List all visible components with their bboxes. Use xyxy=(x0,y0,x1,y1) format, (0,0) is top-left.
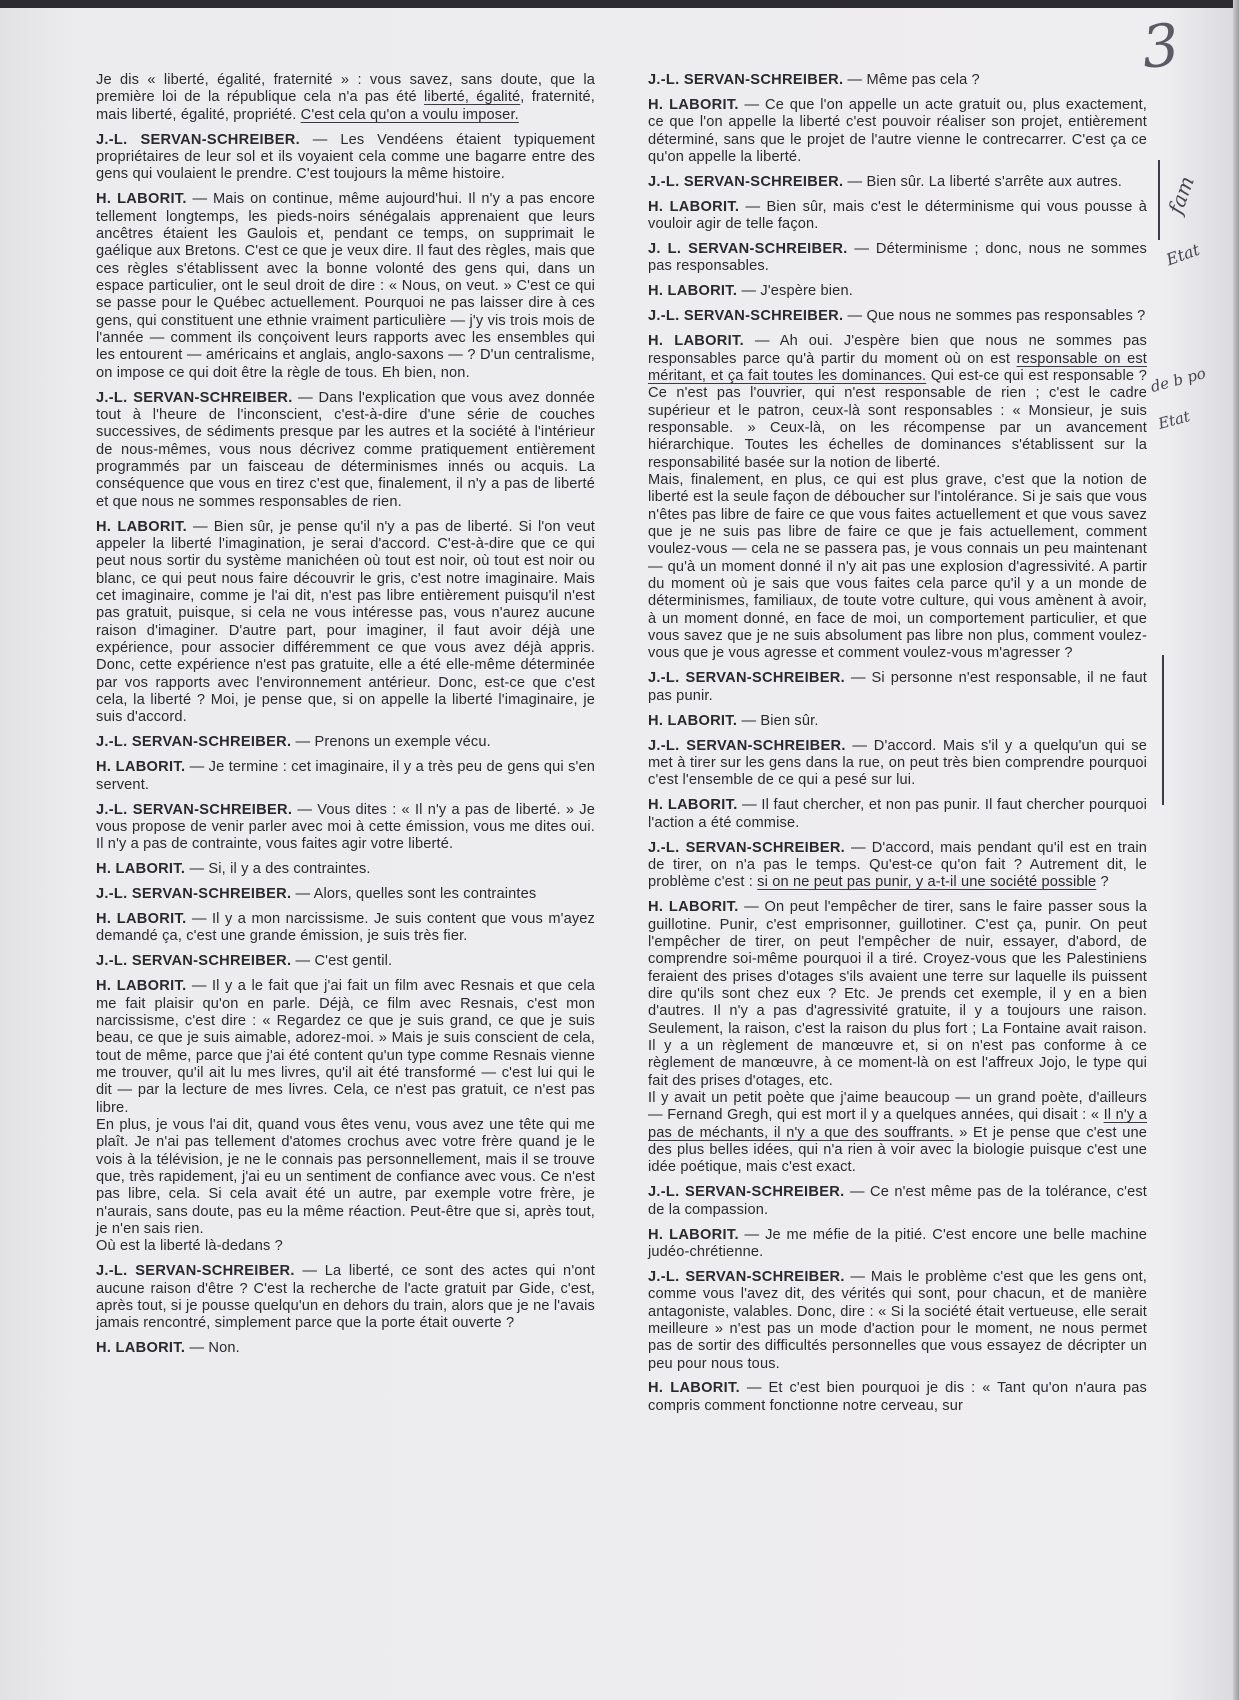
paragraph xyxy=(96,1238,595,1255)
paragraph-text: — Même pas cela ? xyxy=(843,72,980,88)
speaker-name: J.-L. SERVAN-SCHREIBER. xyxy=(96,389,293,406)
speaker-name: H. LABORIT. xyxy=(96,1340,186,1357)
speaker-name: H. LABORIT. xyxy=(648,899,739,916)
paragraph xyxy=(648,713,1147,730)
speaker-name: H. LABORIT. xyxy=(648,1226,739,1243)
paragraph-text: — Prenons un exemple vécu. xyxy=(291,734,491,751)
speaker-name: J.-L. SERVAN-SCHREIBER. xyxy=(648,1184,845,1201)
paragraph xyxy=(648,797,1147,832)
paragraph xyxy=(648,72,1147,89)
paragraph-text: En plus, je vous l'ai dit, quand vous êtes venu, vous avez une tête qui me plaît. Je n'ai pas tellement d'atomes crochus avec votre frère quand je le vois à la télévision, je ne le connais pas personnellement, mais il se trouve que, très rapidement, j'ai eu un sentiment de confiance avec vous. Ce n'est pas libre, cela. Si cela avait été un autre, par exemple votre frère, je n'aurais, sans doute, pas eu la même réaction. Peut-être que si, après tout, je n'en sais rien. xyxy=(96,1117,595,1238)
paragraph-text: » Et je pense que c'est une des plus belles idées, qui n'a rien à voir avec la biologie puisque c'est une idée poétique, mais c'est exact. xyxy=(648,1124,1148,1176)
paragraph xyxy=(648,308,1147,325)
paragraph-text: — D'accord, mais pendant qu'il est en train de tirer, on n'a pas le temps. Qu'est-ce qu'on fait ? Autrement dit, le problème c'est : xyxy=(648,839,1147,891)
speaker-name: J.-L. SERVAN-SCHREIBER. xyxy=(648,1268,845,1285)
speaker-name: H. LABORIT. xyxy=(96,978,187,995)
speaker-name: J.-L. SERVAN-SCHREIBER. xyxy=(648,173,844,190)
margin-note-fam: fam xyxy=(1163,172,1199,218)
speaker-name: H. LABORIT. xyxy=(648,283,738,300)
paragraph xyxy=(96,390,595,511)
paragraph-text: — Bien sûr, je pense qu'il n'y a pas de liberté. Si l'on veut appeler la liberté l'imagination, je serai d'accord. C'est-à-dire que ce qui peut nous sortir du système manichéen où tout est noir, où tout est noir ou blanc, ce qui peut nous faire découvrir le gris, c'est notre imaginaire. Mais cet imaginaire, comme je l'ai dit, n'est pas libre entièrement puisqu'il n'est pas gratuit, puisque, si cela ne vous intéresse pas, vous n'aurez aucune raison d'imaginer. D'autre part, pour imaginer, il faut avoir déjà une expérience, pour associer différemment ce que vous avez déjà appris. Donc, cette expérience n'est pas gratuite, elle a été elle-même déterminée par vos rapports avec l'environnement antérieur. Donc, est-ce que c'est cela, la liberté ? Moi, je pense que, si on appelle la liberté l'imaginaire, je suis d'accord. xyxy=(96,518,595,726)
paragraph-text: — Non. xyxy=(185,1340,240,1357)
speaker-name: H. LABORIT. xyxy=(648,797,738,814)
speaker-name: J.-L. SERVAN-SCHREIBER. xyxy=(648,670,845,687)
margin-bracket-line xyxy=(1158,160,1160,240)
paragraph xyxy=(648,199,1147,234)
paragraph-text: — Dans l'explication que vous avez donnée tout à l'heure de l'inconscient, c'est-à-dire d'une série de couches successives, de sédiments presque par les autres et la société à l'intérieur de nous-mêmes, vous nous décrivez comme pratiquement entièrement programmés par un faisceau de déterminismes innés ou acquis. La conséquence que vous en tirez c'est que, finalement, il n'y a pas de liberté et que nous ne sommes responsables de rien. xyxy=(96,389,596,510)
paragraph-text: — Il faut chercher, et non pas punir. Il faut chercher pourquoi l'action a été commise. xyxy=(648,797,1147,831)
paragraph-text: ? xyxy=(1096,874,1109,891)
paragraph xyxy=(96,519,595,727)
paragraph-text: , fraternité, mais liberté, égalité, propriété. xyxy=(96,89,595,123)
paragraph xyxy=(96,1263,595,1332)
speaker-name: J.-L. SERVAN-SCHREIBER. xyxy=(96,801,293,818)
margin-note-etat-2: Etat xyxy=(1156,407,1192,433)
paragraph-text: — Alors, quelles sont les contraintes xyxy=(291,886,537,903)
paragraph xyxy=(96,953,595,970)
paragraph-text: — Si, il y a des contraintes. xyxy=(185,861,371,878)
speaker-name: H. LABORIT. xyxy=(648,96,739,113)
paragraph-text: — Les Vendéens étaient typiquement propriétaires de leur sol et ils voyaient cela comme une bagarre entre des gens qui voulaient le prendre. C'est toujours la même histoire. xyxy=(96,131,596,183)
paragraph-text: — Ce n'est même pas de la tolérance, c'est de la compassion. xyxy=(648,1184,1147,1218)
paragraph-text: — Je termine : cet imaginaire, il y a très peu de gens qui s'en servent. xyxy=(96,759,595,793)
left-column xyxy=(96,72,595,1365)
margin-note-etat: Etat xyxy=(1163,239,1203,270)
paragraph xyxy=(96,861,595,878)
paragraph xyxy=(648,1184,1147,1219)
paragraph-text: — J'espère bien. xyxy=(737,283,853,300)
paragraph xyxy=(96,759,595,794)
speaker-name: H. LABORIT. xyxy=(648,712,738,729)
paragraph xyxy=(96,72,595,124)
scan-edge-right xyxy=(1233,0,1239,1700)
margin-bar-right xyxy=(1162,655,1164,805)
paragraph xyxy=(96,1117,595,1238)
paragraph-text: Je dis « liberté, égalité, fraternité » : vous savez, sans doute, que la première loi de la république cela n'a pas été xyxy=(96,72,595,106)
underlined-text: C'est cela qu'on a voulu imposer. xyxy=(300,106,519,123)
speaker-name: J.-L. SERVAN-SCHREIBER. xyxy=(96,953,292,970)
paragraph-text: — Ah oui. J'espère bien que nous ne sommes pas responsables parce qu'à partir du moment où on est xyxy=(648,333,1147,367)
paragraph-text: — Bien sûr. xyxy=(737,712,819,729)
speaker-name: J.-L. SERVAN-SCHREIBER. xyxy=(648,737,846,754)
paragraph-text: — Mais le problème c'est que les gens ont, comme vous l'avez dit, des vérités qui sont, pour chacun, et de manière antagoniste, valables. Donc, dire : « Si la société était vertueuse, elle serait meilleure » n'est pas un mode d'action pour le moment, ne nous permet pas de sortir des difficultés personnelles que vous essayez de décripter un peu pour nous tous. xyxy=(648,1268,1148,1372)
speaker-name: J.-L. SERVAN-SCHREIBER. xyxy=(96,131,300,148)
underlined-text: liberté, égalité xyxy=(424,89,521,106)
paragraph-text: Il y avait un petit poète que j'aime beaucoup — un grand poète, d'ailleurs — Fernand Gregh, qui est mort il y a quelques années, qui disait : « xyxy=(648,1089,1147,1124)
paragraph xyxy=(648,1227,1147,1262)
paragraph xyxy=(648,1269,1147,1373)
paragraph-text: — Bien sûr, mais c'est le déterminisme qui vous pousse à vouloir agir de telle façon. xyxy=(648,198,1147,233)
paragraph-text: — Bien sûr. La liberté s'arrête aux autres. xyxy=(843,173,1122,190)
paragraph-text: Mais, finalement, en plus, ce qui est plus grave, c'est que la notion de liberté est la seule façon de déboucher sur l'intolérance. Si je sais que vous n'êtes pas libre de faire ce que vous faites actuellement et que vous savez que je ne suis pas libre de faire ce que je fais actuellement, comment voulez-vous — cela ne se passera pas, je vous connais un peu maintenant — qu'à un moment donné il n'y ait pas une explosion d'agressivité. A partir du moment où je sais que vous faites cela parce qu'il y a un monde de déterminismes, familiaux, de toute votre culture, qui vous amènent à avoir, à un moment donné, en face de moi, un comportement particulier, et que vous savez que je ne suis absolument pas libre non plus, comment voulez-vous que je vous agresse et comment voulez-vous m'agresser ? xyxy=(648,472,1147,662)
underlined-text: si on ne peut pas punir, y a-t-il une société possible xyxy=(757,874,1097,891)
underlined-text: responsable on est méritant, et ça fait toutes les dominances. xyxy=(648,350,1147,384)
paragraph-text: — Ce que l'on appelle un acte gratuit ou, plus exactement, ce que l'on appelle la liberté c'est pouvoir réaliser son projet, entièrement déterminé, sans que le projet de l'autre vienne le contrecarrer. C'est ça ce qu'on appelle la liberté. xyxy=(648,96,1147,165)
speaker-name: J.-L. SERVAN-SCHREIBER. xyxy=(648,72,844,88)
speaker-name: H. LABORIT. xyxy=(648,198,740,215)
paragraph xyxy=(96,191,595,382)
paragraph xyxy=(648,670,1147,705)
paragraph xyxy=(648,472,1147,663)
speaker-name: J.-L. SERVAN-SCHREIBER. xyxy=(96,886,292,903)
paragraph xyxy=(648,1380,1147,1415)
paragraph xyxy=(96,978,595,1117)
speaker-name: H. LABORIT. xyxy=(648,333,744,350)
paragraph-text: — Vous dites : « Il n'y a pas de liberté. » Je vous propose de venir parler avec moi à cette émission, vous me dites oui. Il n'y a pas de contrainte, vous faites agir votre liberté. xyxy=(96,801,595,853)
paragraph-text: — Je me méfie de la pitié. C'est encore une belle machine judéo-chrétienne. xyxy=(648,1226,1147,1260)
paragraph xyxy=(96,1340,595,1357)
speaker-name: H. LABORIT. xyxy=(96,861,186,878)
speaker-name: H. LABORIT. xyxy=(96,759,186,776)
paragraph xyxy=(648,174,1147,191)
paragraph-text: — Que nous ne sommes pas responsables ? xyxy=(843,308,1146,325)
speaker-name: J.-L. SERVAN-SCHREIBER. xyxy=(96,734,292,751)
paragraph xyxy=(648,738,1147,790)
paragraph-text: — Il y a le fait que j'ai fait un film avec Resnais et que cela me fait plaisir qu'on en parle. Déjà, ce film avec Resnais, c'est mon narcissisme, c'est dire : « Regardez ce que je suis grand, ce que je suis beau, ce que je suis aimable, adorez-moi. » Mais je suis conscient de cela, tout de même, parce que j'ai été content qu'un type comme Resnais vienne me trouver, qu'il ait lu mes livres, qu'il ait été transformé — c'est lui qui le dit — par la lecture de mes livres. Cela, ce n'est pas gratuit, ce n'est pas libre. xyxy=(96,978,595,1116)
paragraph-text: — On peut l'empêcher de tirer, sans le faire passer sous la guillotine. Punir, c'est emprisonner, guillotiner. C'est ça, punir. On peut l'empêcher de tirer, on peut l'empêcher de nuir, essayer, d'abord, de comprendre soi-même pourquoi il a tiré. Croyez-vous que les Palestiniens feraient des prises d'otages s'ils avaient une terre sur laquelle ils puissent dire qu'ils sont chez eux ? Etc. Je prends cet exemple, il y en a bien d'autres. Il n'y a pas d'agressivité gratuite, il y a toujours une raison. Seulement, la raison, c'est la raison du plus fort ; La Fontaine avait raison. Il y a un règlement de manœuvre et, si on n'est pas conforme à ce règlement de manœuvre, à ce moment-là on est l'affreux Jojo, le type qui fait des prises d'otages, etc. xyxy=(648,899,1147,1089)
speaker-name: H. LABORIT. xyxy=(96,911,187,928)
underlined-text: Il n'y a pas de méchants, il n'y a que des souffrants. xyxy=(648,1107,1148,1141)
speaker-name: H. LABORIT. xyxy=(96,518,188,535)
paragraph xyxy=(648,283,1147,300)
paragraph xyxy=(648,899,1147,1090)
paragraph xyxy=(96,802,595,854)
scan-edge-top xyxy=(0,0,1239,8)
paragraph-text: — Mais on continue, même aujourd'hui. Il n'y a pas encore tellement longtemps, les pieds-noirs sénégalais apprenaient que leurs ancêtres étaient les Gaulois et, pendant ce temps, on supprimait le gaélique aux Bretons. C'est ce que je veux dire. Il faut des règles, mais que ces règles s'établissent avec la bonne volonté des gens qui, dans un espace particulier, ont le seul droit de dire : « Nous, on veut. » C'est ce qui se passe pour le Québec actuellement. Pourquoi ne pas laisser dire à ces gens, qui constituent une ethnie vraiment particulière — j'y vis trois mois de l'année — comment ils conçoivent leurs rapports avec les ensembles qui les entourent — américains et anglais, anglo-saxons — ? D'un centralisme, on impose ce qui doit être la règle de tous. Eh bien, non. xyxy=(96,191,595,381)
speaker-name: J.-L. SERVAN-SCHREIBER. xyxy=(648,308,844,325)
paragraph xyxy=(648,97,1147,166)
paragraph-text: — Et c'est bien pourquoi je dis : « Tant qu'on n'aura pas compris comment fonctionne notre cerveau, sur xyxy=(648,1380,1147,1414)
paragraph-text: — D'accord. Mais s'il y a quelqu'un qui se met à tirer sur les gens dans la rue, on peut très bien comprendre pourquoi c'est l'ensemble de ce qui a pesé sur lui. xyxy=(648,737,1147,789)
paragraph xyxy=(648,840,1147,892)
speaker-name: H. LABORIT. xyxy=(648,1380,740,1397)
paragraph xyxy=(96,132,595,184)
paragraph xyxy=(648,1090,1147,1177)
paragraph xyxy=(96,734,595,751)
paragraph xyxy=(648,333,1147,472)
handwritten-page-number: 3 xyxy=(1138,10,1183,82)
speaker-name: J. L. SERVAN-SCHREIBER. xyxy=(648,241,848,258)
paragraph-text: — Déterminisme ; donc, nous ne sommes pas responsables. xyxy=(648,241,1147,275)
paragraph-text: — C'est gentil. xyxy=(291,953,393,970)
paragraph-text: Où est la liberté là-dedans ? xyxy=(96,1238,283,1255)
speaker-name: J.-L. SERVAN-SCHREIBER. xyxy=(648,839,846,856)
paragraph-text: Qui est-ce qui est responsable ? Ce n'est pas l'ouvrier, qui n'est responsable de rien ; c'est le cadre supérieur et le patron, ceux-là sont responsables : « Monsieur, je suis responsable. » Ceux-là, on les récompense par un avancement hiérarchique. Toutes les échelles de dominances s'établissent sur la responsabilité basée sur la notion de liberté. xyxy=(648,367,1147,471)
paragraph xyxy=(96,911,595,946)
paragraph-text: — La liberté, ce sont des actes qui n'ont aucune raison d'être ? C'est la recherche de l'acte gratuit par Gide, c'est, après tout, si je pousse quelqu'un en dehors du train, alors que je ne l'avais jamais rencontré, simplement parce que la porte était ouverte ? xyxy=(96,1263,595,1332)
speaker-name: J.-L. SERVAN-SCHREIBER. xyxy=(96,1263,295,1280)
speaker-name: H. LABORIT. xyxy=(96,191,187,208)
paragraph xyxy=(648,241,1147,276)
margin-note-de-b-po: de b po xyxy=(1148,364,1208,396)
paragraph-text: — Il y a mon narcissisme. Je suis content que vous m'ayez demandé ça, c'est une grande émission, je suis très fier. xyxy=(96,911,595,945)
paragraph xyxy=(96,886,595,903)
right-column xyxy=(648,72,1147,1423)
paragraph-text: — Si personne n'est responsable, il ne faut pas punir. xyxy=(648,670,1147,704)
